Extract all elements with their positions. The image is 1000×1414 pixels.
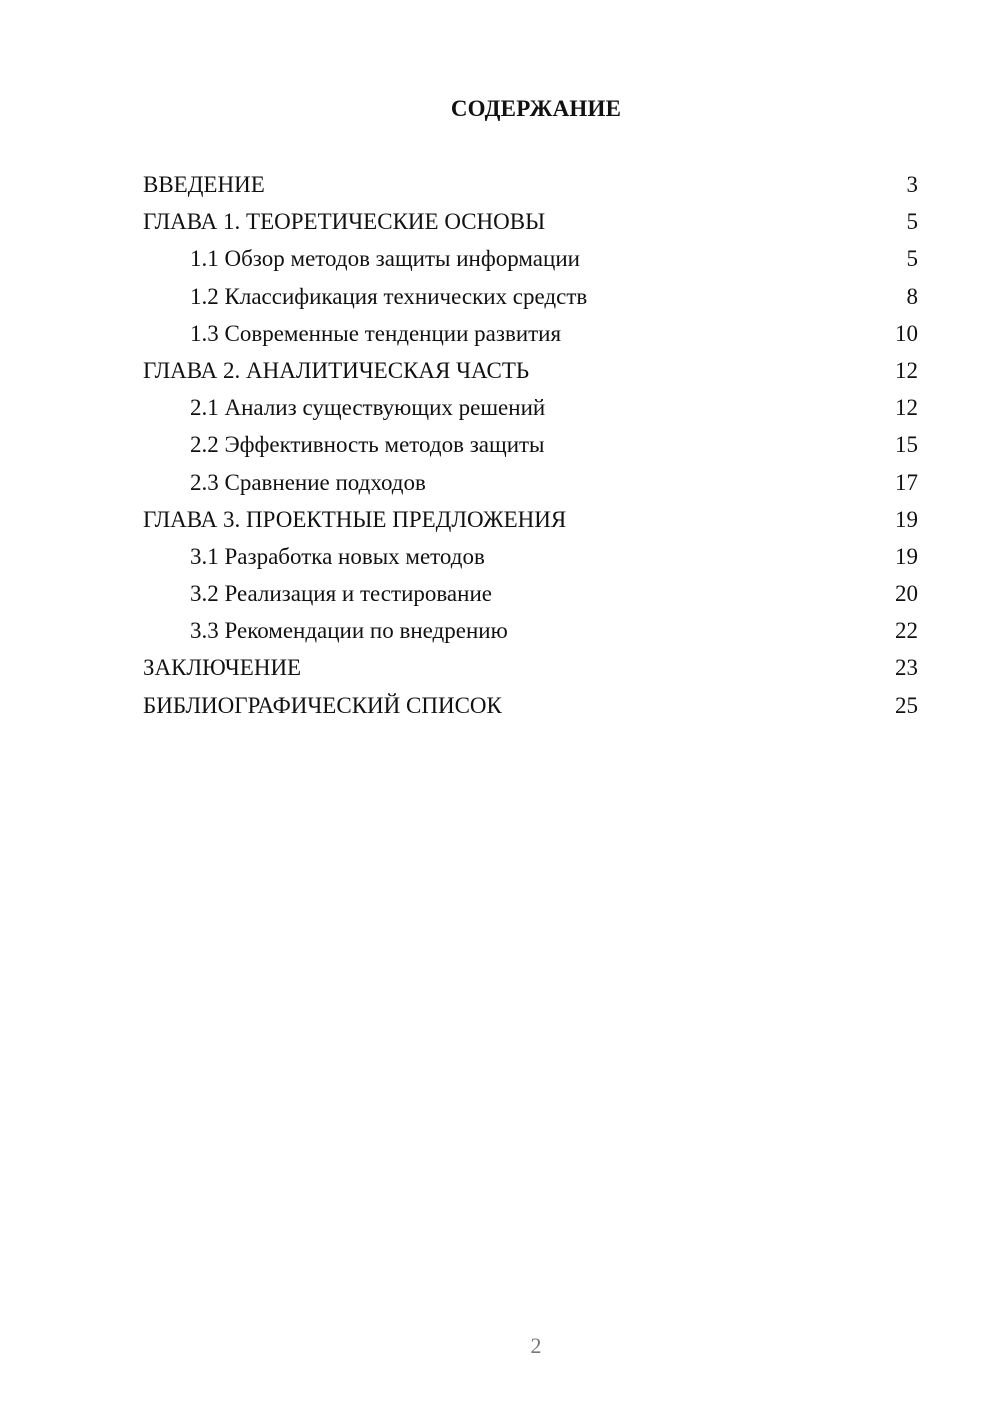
toc-entry-label: ГЛАВА 1. ТЕОРЕТИЧЕСКИЕ ОСНОВЫ — [143, 209, 546, 235]
toc-entry-label: 2.2 Эффективность методов защиты — [190, 432, 545, 458]
toc-entry-label: ЗАКЛЮЧЕНИЕ — [143, 655, 302, 681]
toc-entry-page: 5 — [906, 209, 918, 235]
toc-entry-label: 1.2 Классификация технических средств — [190, 283, 588, 309]
toc-entry-page: 17 — [895, 469, 918, 495]
toc-entry-label: 1.3 Современные тенденции развития — [190, 320, 562, 346]
toc-entry — [143, 649, 918, 686]
page-title: СОДЕРЖАНИЕ — [450, 96, 622, 121]
toc-entry-label: 3.3 Рекомендации по внедрению — [190, 618, 508, 644]
toc-entry-page: 12 — [895, 395, 918, 421]
toc-entry — [143, 166, 918, 203]
toc-entry-page: 23 — [895, 655, 918, 681]
toc-entry-page: 12 — [895, 357, 918, 383]
toc-entry-page: 5 — [906, 246, 918, 272]
toc-entry-page: 8 — [906, 283, 918, 309]
toc-subentry — [143, 538, 918, 575]
toc-entry — [143, 203, 918, 240]
toc-subentry — [143, 278, 918, 315]
toc-entry — [143, 687, 918, 724]
toc-subentry — [143, 389, 918, 426]
toc-entry-page: 19 — [895, 543, 918, 569]
toc-entry-label: 1.1 Обзор методов защиты информации — [190, 246, 580, 272]
toc-entry — [143, 501, 918, 538]
toc-subentry — [143, 315, 918, 352]
toc-entry-label: ГЛАВА 2. АНАЛИТИЧЕСКАЯ ЧАСТЬ — [143, 357, 530, 383]
toc-entry-page: 20 — [895, 581, 918, 607]
toc-entry-label: ВВЕДЕНИЕ — [143, 172, 265, 197]
toc-entry-page: 3 — [906, 172, 918, 197]
toc-entry-page: 25 — [895, 692, 918, 718]
toc-entry-label: 3.1 Разработка новых методов — [190, 543, 485, 569]
toc-subentry — [143, 612, 918, 649]
toc-entry-page: 19 — [895, 506, 918, 532]
toc-subentry — [143, 575, 918, 612]
toc-entry-label: 2.1 Анализ существующих решений — [190, 395, 546, 421]
toc-entry-label: 3.2 Реализация и тестирование — [190, 581, 492, 607]
toc-subentry — [143, 464, 918, 501]
toc-entry-page: 10 — [895, 320, 918, 346]
toc-entry-label: ГЛАВА 3. ПРОЕКТНЫЕ ПРЕДЛОЖЕНИЯ — [143, 506, 567, 532]
page-number: 2 — [530, 1333, 542, 1358]
toc-entry-page: 15 — [895, 432, 918, 458]
toc-entry-page: 22 — [895, 618, 918, 644]
toc-subentry — [143, 426, 918, 463]
toc-entry-label: 2.3 Сравнение подходов — [190, 469, 426, 495]
toc-subentry — [143, 240, 918, 277]
toc-entry — [143, 352, 918, 389]
toc-entry-label: БИБЛИОГРАФИЧЕСКИЙ СПИСОК — [143, 692, 502, 718]
table-of-contents — [143, 166, 918, 724]
